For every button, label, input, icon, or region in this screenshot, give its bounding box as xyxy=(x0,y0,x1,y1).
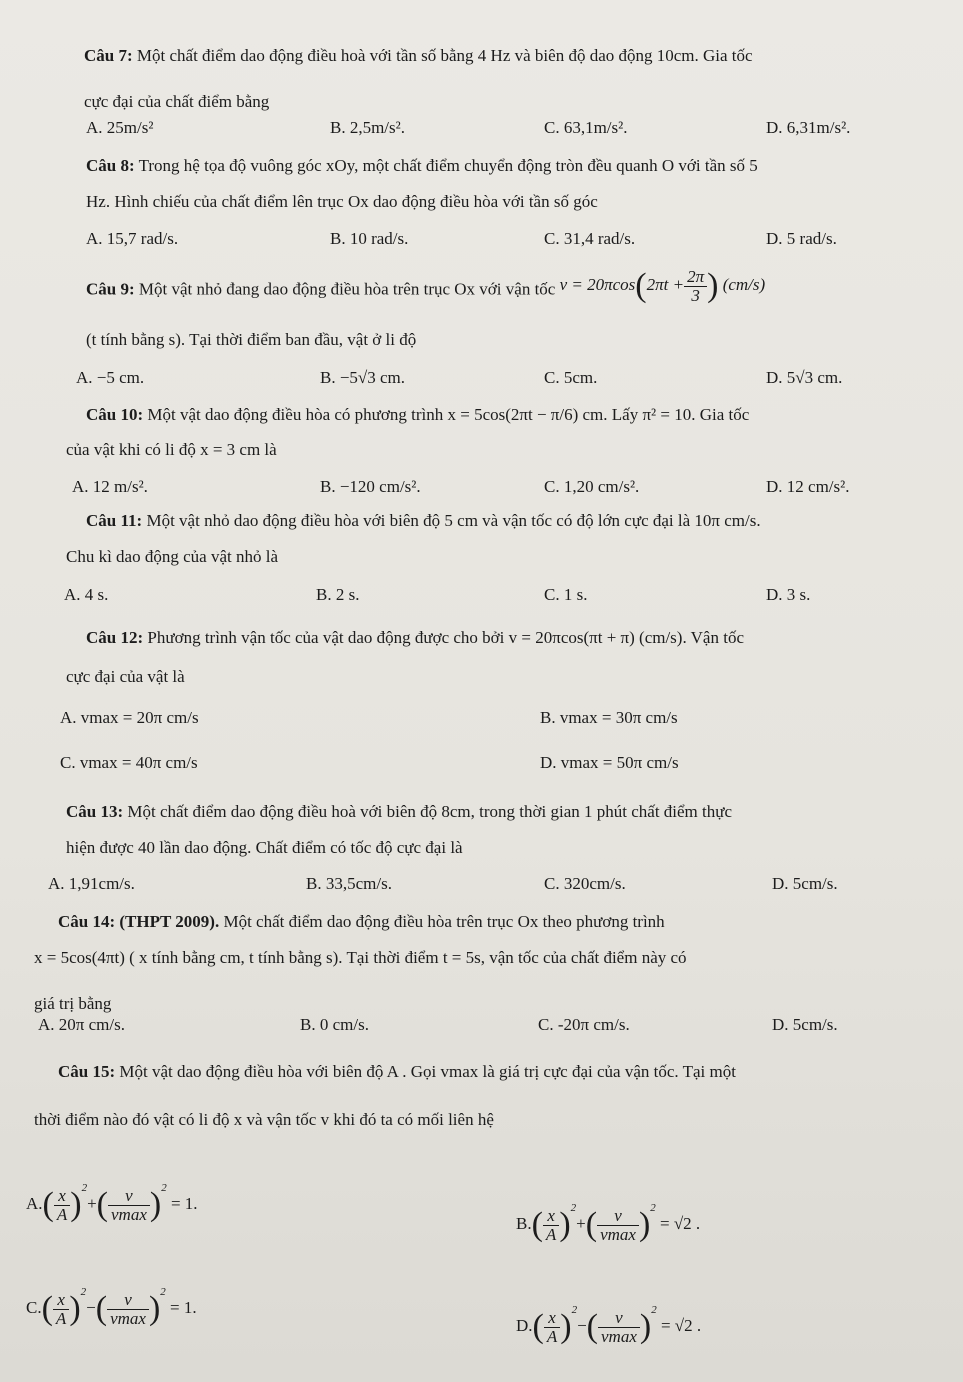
paren-open: ( xyxy=(41,1290,53,1328)
answer-option-c[interactable]: C. 1,20 cm/s². xyxy=(544,477,640,496)
answer-option-b[interactable]: B. vmax = 30π cm/s xyxy=(540,708,678,727)
question-stem-line2: cực đại của vật là xyxy=(66,667,185,686)
answer-option-b[interactable]: B. 10 rad/s. xyxy=(330,229,409,248)
fraction-denominator: A xyxy=(545,1224,557,1244)
paren-close: ) xyxy=(69,1290,81,1328)
fraction-denominator: vmax xyxy=(601,1326,637,1346)
answer-option-d[interactable]: D. 5cm/s. xyxy=(772,874,838,893)
answer-option-c[interactable]: C. 320cm/s. xyxy=(544,874,626,893)
right-hand-side: = √2 . xyxy=(660,1316,702,1335)
question-stem xyxy=(58,1062,736,1082)
right-hand-side: = 1. xyxy=(170,1298,197,1317)
answer-option-d[interactable]: D. vmax = 50π cm/s xyxy=(540,753,679,772)
exponent: 2 xyxy=(161,1182,167,1194)
exponent: 2 xyxy=(651,1304,657,1316)
exponent: 2 xyxy=(160,1286,166,1298)
fraction xyxy=(53,1291,69,1328)
answer-option-d[interactable]: D. 3 s. xyxy=(766,585,811,604)
fraction-denominator: A xyxy=(546,1326,558,1346)
question-number: Câu 12: xyxy=(86,628,144,647)
answer-option-a[interactable]: A. 15,7 rad/s. xyxy=(86,229,179,248)
answer-option-c[interactable]: C. vmax = 40π cm/s xyxy=(60,753,198,772)
question-stem xyxy=(86,267,766,309)
exponent: 2 xyxy=(80,1286,87,1298)
question-stem xyxy=(66,802,732,822)
answer-option-d[interactable]: D. 5√3 cm. xyxy=(766,368,843,387)
fraction-denominator: vmax xyxy=(600,1224,636,1244)
formula-inner: 2πt + xyxy=(646,275,685,295)
fraction-numerator: x xyxy=(54,1187,70,1206)
fraction-numerator: v xyxy=(598,1309,640,1328)
paren-open: ( xyxy=(42,1186,54,1224)
answer-option-c[interactable]: C. -20π cm/s. xyxy=(538,1015,630,1034)
squared-fraction xyxy=(42,1182,88,1224)
velocity-formula xyxy=(559,267,766,305)
fraction-numerator: 2π xyxy=(684,268,707,287)
question-stem-line2: x = 5cos(4πt) ( x tính bằng cm, t tính bằng s). Tại thời điểm t = 5s, vận tốc của chất điểm này có xyxy=(34,948,687,967)
answer-option-c[interactable] xyxy=(26,1282,197,1328)
operator: + xyxy=(87,1194,97,1213)
question-stem-line3: giá trị bằng xyxy=(34,994,112,1013)
question-stem-line2: Hz. Hình chiếu của chất điểm lên trục Ox dao động điều hòa với tần số góc xyxy=(86,192,598,211)
fraction-denominator: 3 xyxy=(691,286,700,305)
question-stem-line2: (t tính bằng s). Tại thời điểm ban đầu, vật ở li độ xyxy=(86,330,417,349)
paren-close: ) xyxy=(148,1290,161,1328)
answer-option-b[interactable] xyxy=(516,1198,700,1244)
formula-unit: (cm/s) xyxy=(722,275,766,295)
answer-option-b[interactable]: B. 2 s. xyxy=(316,585,360,604)
answer-option-a[interactable]: A. 4 s. xyxy=(64,585,109,604)
exponent: 2 xyxy=(650,1202,656,1214)
answer-option-a[interactable]: A. −5 cm. xyxy=(76,368,145,387)
question-text: Một chất điểm dao động điều hòa trên trục Ox theo phương trình xyxy=(223,912,665,931)
answer-option-b[interactable]: B. −5√3 cm. xyxy=(320,368,406,387)
paren-close: ) xyxy=(560,1308,572,1346)
answer-option-d[interactable]: D. 5cm/s. xyxy=(772,1015,838,1034)
fraction-denominator: A xyxy=(55,1308,67,1328)
paren-open: ( xyxy=(532,1308,544,1346)
question-text: Một vật nhỏ đang dao động điều hòa trên trục Ox với vận tốc xyxy=(138,279,556,299)
fraction-denominator: vmax xyxy=(111,1204,147,1224)
fraction-numerator: x xyxy=(544,1309,560,1328)
fraction xyxy=(543,1207,559,1244)
question-number: Câu 14: (THPT 2009). xyxy=(58,912,220,931)
exponent: 2 xyxy=(570,1202,577,1214)
squared-fraction xyxy=(41,1286,87,1328)
question-number: Câu 10: xyxy=(86,405,144,424)
fraction-numerator: x xyxy=(53,1291,69,1310)
question-stem xyxy=(86,405,749,425)
answer-option-b[interactable]: B. 2,5m/s². xyxy=(330,118,405,137)
question-number: Câu 7: xyxy=(84,46,133,65)
paren-close: ) xyxy=(707,267,719,305)
question-number: Câu 9: xyxy=(86,279,135,299)
squared-fraction xyxy=(531,1202,577,1244)
formula-fraction xyxy=(684,268,707,305)
option-letter: B. xyxy=(516,1214,532,1233)
paren-open: ( xyxy=(531,1206,543,1244)
exponent: 2 xyxy=(81,1182,88,1194)
squared-fraction xyxy=(586,1304,657,1346)
fraction-numerator: v xyxy=(107,1291,149,1310)
paren-open: ( xyxy=(96,1186,108,1224)
answer-option-a[interactable]: A. 12 m/s². xyxy=(72,477,148,496)
question-stem-line2: hiện được 40 lần dao động. Chất điểm có tốc độ cực đại là xyxy=(66,838,463,857)
operator: − xyxy=(86,1298,96,1317)
right-hand-side: = √2 . xyxy=(660,1214,701,1233)
squared-fraction xyxy=(585,1202,656,1244)
question-text: Một chất điểm dao động điều hoà với biên độ 8cm, trong thời gian 1 phút chất điểm thực xyxy=(127,802,733,821)
answer-option-a[interactable] xyxy=(26,1178,198,1224)
paren-open: ( xyxy=(95,1290,108,1328)
answer-option-d[interactable]: D. 5 rad/s. xyxy=(766,229,837,248)
question-stem xyxy=(86,628,744,648)
answer-option-b[interactable]: B. 0 cm/s. xyxy=(300,1015,369,1034)
operator: + xyxy=(576,1214,586,1233)
question-number: Câu 8: xyxy=(86,156,135,175)
question-text: Một vật dao động điều hòa với biên độ A . Gọi vmax là giá trị cực đại của vận tốc. Tại một xyxy=(119,1062,736,1081)
paren-close: ) xyxy=(639,1308,652,1346)
question-stem-line2: cực đại của chất điểm bằng xyxy=(84,92,270,111)
question-text: Trong hệ tọa độ vuông góc xOy, một chất điểm chuyển động tròn đều quanh O với tần số 5 xyxy=(138,156,758,175)
question-stem-line2: Chu kì dao động của vật nhỏ là xyxy=(66,547,278,566)
answer-option-d[interactable]: D. 12 cm/s². xyxy=(766,477,850,496)
fraction xyxy=(597,1207,639,1244)
question-stem-line2: thời điểm nào đó vật có li độ x và vận tốc v khi đó ta có mối liên hệ xyxy=(34,1110,494,1129)
fraction xyxy=(544,1309,560,1346)
question-text: Phương trình vận tốc của vật dao động được cho bởi v = 20πcos(πt + π) (cm/s). Vận tốc xyxy=(147,628,744,647)
fraction xyxy=(598,1309,640,1346)
answer-option-c[interactable]: C. 63,1m/s². xyxy=(544,118,628,137)
fraction xyxy=(108,1187,150,1224)
answer-option-a[interactable]: A. vmax = 20π cm/s xyxy=(60,708,199,727)
answer-option-b[interactable]: B. −120 cm/s². xyxy=(320,477,421,496)
answer-option-c[interactable]: C. 31,4 rad/s. xyxy=(544,229,636,248)
question-number: Câu 15: xyxy=(58,1062,116,1081)
paren-close: ) xyxy=(559,1206,571,1244)
squared-fraction xyxy=(96,1182,167,1224)
answer-option-c[interactable]: C. 5cm. xyxy=(544,368,598,387)
fraction xyxy=(107,1291,149,1328)
fraction-numerator: v xyxy=(108,1187,150,1206)
answer-option-a[interactable]: A. 1,91cm/s. xyxy=(48,874,135,893)
question-text: Một chất điểm dao động điều hoà với tần số bằng 4 Hz và biên độ dao động 10cm. Gia tốc xyxy=(136,46,753,65)
answer-option-a[interactable]: A. 20π cm/s. xyxy=(38,1015,125,1034)
formula-prefix: v = 20πcos xyxy=(559,275,636,295)
fraction-numerator: x xyxy=(543,1207,559,1226)
squared-fraction xyxy=(95,1286,166,1328)
fraction xyxy=(54,1187,70,1224)
fraction-denominator: A xyxy=(56,1204,68,1224)
operator: − xyxy=(577,1316,587,1335)
option-letter: C. xyxy=(26,1298,42,1317)
question-text: Một vật dao động điều hòa có phương trình x = 5cos(2πt − π/6) cm. Lấy π² = 10. Gia tốc xyxy=(147,405,750,424)
question-number: Câu 13: xyxy=(66,802,124,821)
question-stem xyxy=(58,912,665,932)
answer-option-c[interactable]: C. 1 s. xyxy=(544,585,588,604)
paren-open: ( xyxy=(635,267,647,305)
answer-option-d[interactable]: D. 6,31m/s². xyxy=(766,118,851,137)
option-letter: A. xyxy=(26,1194,43,1213)
question-stem xyxy=(86,511,761,531)
paren-close: ) xyxy=(149,1186,162,1224)
exponent: 2 xyxy=(571,1304,578,1316)
question-stem xyxy=(86,156,758,176)
answer-option-b[interactable]: B. 33,5cm/s. xyxy=(306,874,392,893)
paren-close: ) xyxy=(638,1206,651,1244)
paren-open: ( xyxy=(586,1308,598,1346)
question-stem-line2: của vật khi có li độ x = 3 cm là xyxy=(66,440,277,459)
question-text: Một vật nhỏ dao động điều hòa với biên độ 5 cm và vận tốc có độ lớn cực đại là 10π cm/s. xyxy=(146,511,761,530)
answer-option-a[interactable]: A. 25m/s² xyxy=(86,118,154,137)
paren-open: ( xyxy=(585,1206,598,1244)
fraction-denominator: vmax xyxy=(110,1308,146,1328)
option-letter: D. xyxy=(516,1316,533,1335)
answer-option-d[interactable] xyxy=(516,1300,701,1346)
question-stem xyxy=(84,46,753,66)
right-hand-side: = 1. xyxy=(170,1194,198,1213)
question-number: Câu 11: xyxy=(86,511,143,530)
squared-fraction xyxy=(532,1304,578,1346)
fraction-numerator: v xyxy=(597,1207,639,1226)
paren-close: ) xyxy=(70,1186,82,1224)
